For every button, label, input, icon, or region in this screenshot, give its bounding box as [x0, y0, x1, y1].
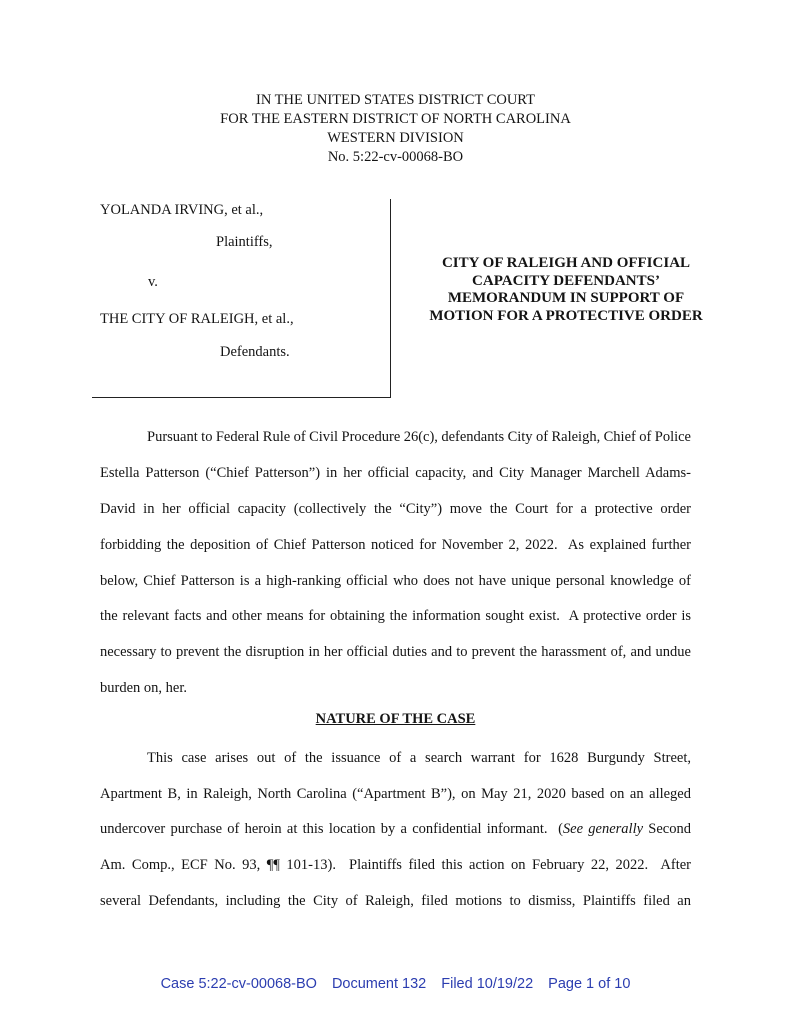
document-title-line: CITY OF RALEIGH AND OFFICIAL — [441, 255, 691, 271]
body-line-text: below, Chief Patterson is a high-ranking official who does not have unique personal knowledge of — [100, 573, 691, 589]
body-line — [147, 428, 691, 446]
body-line-text: necessary to prevent the disruption in her official duties and to prevent the harassment of, and undue — [100, 644, 691, 660]
section-heading-text: NATURE OF THE CASE — [315, 711, 476, 727]
filing-footer — [0, 975, 791, 993]
body-line — [100, 643, 691, 661]
body-line-text: forbidding the deposition of Chief Patterson noticed for November 2, 2022. As explained further — [100, 537, 691, 553]
body-line — [100, 572, 691, 590]
footer-page-number: Page 1 of 10 — [548, 976, 631, 992]
document-title-line: MOTION FOR A PROTECTIVE ORDER — [429, 307, 703, 324]
document-title — [420, 255, 712, 325]
body-line — [100, 607, 691, 625]
court-header — [0, 91, 791, 167]
footer-filed-date: Filed 10/19/22 — [441, 976, 534, 992]
section-heading — [0, 710, 791, 728]
versus-label: v. — [148, 274, 158, 290]
footer-document-number: Document 132 — [331, 976, 427, 992]
defendant-name: THE CITY OF RALEIGH, et al., — [100, 311, 294, 327]
body-line — [100, 536, 691, 554]
case-number: No. 5:22-cv-00068-BO — [327, 149, 464, 165]
body-line-text: This case arises out of the issuance of a search warrant for 1628 Burgundy Street, — [147, 750, 691, 766]
body-line-text: Pursuant to Federal Rule of Civil Procedure 26(c), defendants City of Raleigh, Chief of Police — [147, 429, 691, 445]
body-line-text: Apartment B, in Raleigh, North Carolina (“Apartment B”), on May 21, 2020 based on an alleged — [100, 786, 691, 802]
body-line — [100, 892, 691, 910]
plaintiff-name: YOLANDA IRVING, et al., — [100, 202, 264, 218]
citation-signal-italic: See generally — [562, 821, 644, 837]
body-line — [100, 679, 691, 697]
court-division: WESTERN DIVISION — [327, 130, 464, 146]
plaintiff-role: Plaintiffs, — [216, 234, 273, 250]
body-line-text: David in her official capacity (collectively the “City”) move the Court for a protective order — [100, 501, 691, 517]
caption-horizontal-rule — [92, 397, 391, 398]
body-line-text: Am. Comp., ECF No. 93, ¶¶ 101-13). Plaintiffs filed this action on February 22, 2022. After — [100, 857, 691, 873]
body-line — [100, 785, 691, 803]
body-text-segment: Second — [643, 821, 691, 837]
footer-case-number: Case 5:22-cv-00068-BO — [160, 976, 317, 992]
court-district: FOR THE EASTERN DISTRICT OF NORTH CAROLINA — [220, 111, 571, 127]
body-line-text: several Defendants, including the City of Raleigh, filed motions to dismiss, Plaintiffs filed an — [100, 893, 691, 909]
body-line — [147, 749, 691, 767]
body-line — [100, 856, 691, 874]
document-title-line: MEMORANDUM IN SUPPORT OF — [447, 290, 685, 306]
body-line — [100, 820, 691, 838]
caption-vertical-rule — [390, 199, 391, 398]
body-line-text — [100, 821, 691, 837]
defendant-role: Defendants. — [220, 344, 290, 360]
body-text-segment: undercover purchase of heroin at this location by a confidential informant. ( — [100, 821, 563, 837]
body-line — [100, 464, 691, 482]
body-line-text: the relevant facts and other means for obtaining the information sought exist. A protective order is — [100, 608, 691, 624]
body-line — [100, 500, 691, 518]
document-title-line: CAPACITY DEFENDANTS’ — [472, 272, 660, 289]
body-line-text: burden on, her. — [100, 680, 187, 696]
body-line-text: Estella Patterson (“Chief Patterson”) in her official capacity, and City Manager Marchell Adams- — [100, 465, 691, 481]
court-name: IN THE UNITED STATES DISTRICT COURT — [256, 92, 535, 108]
